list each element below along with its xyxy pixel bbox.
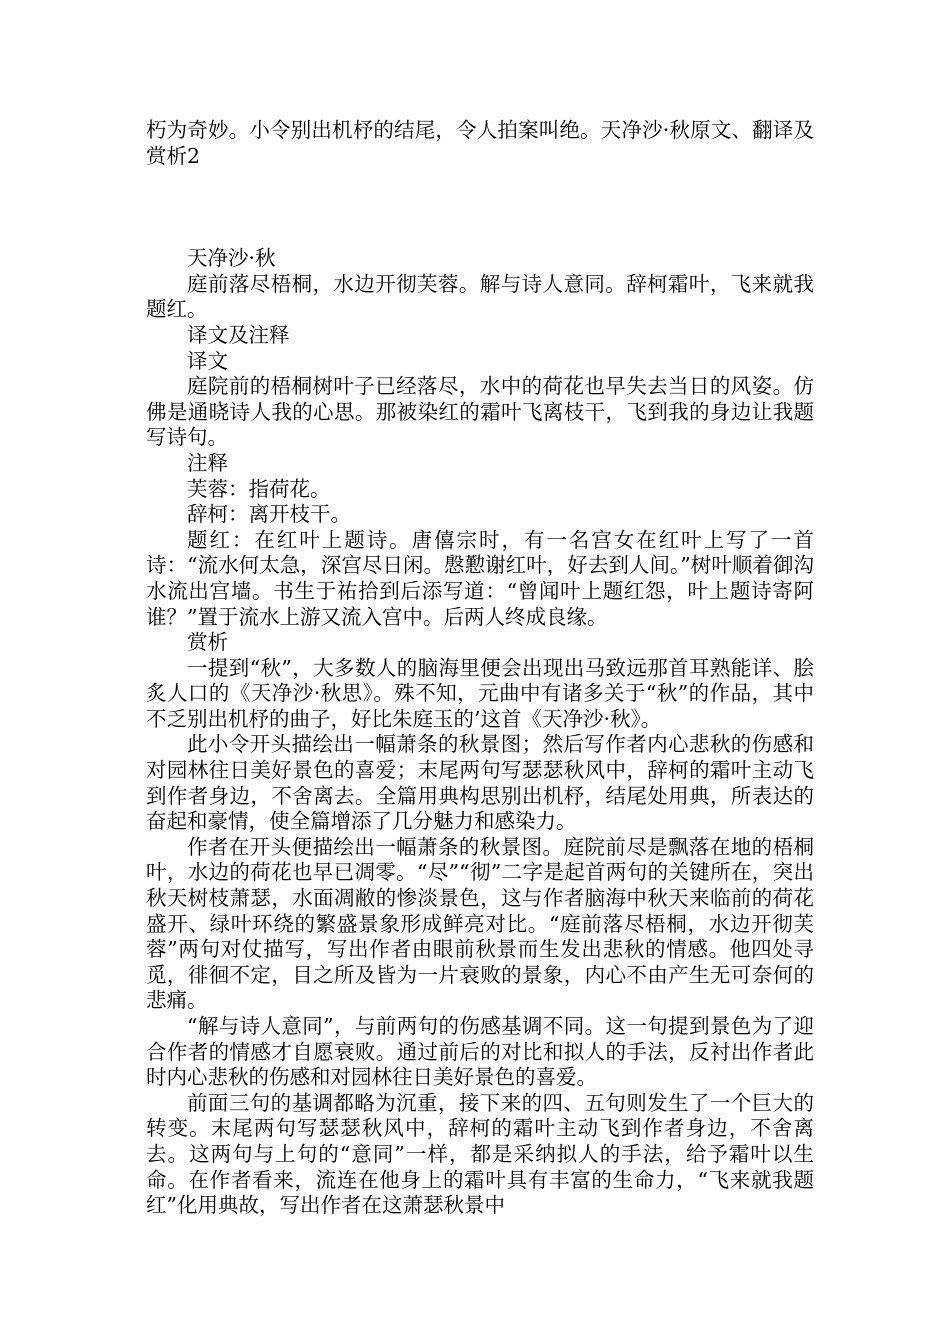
poem-text: 庭前落尽梧桐，水边开彻芙蓉。解与诗人意同。辞柯霜叶，飞来就我题红。 [146, 271, 814, 322]
appreciation-paragraph: 此小令开头描绘出一幅萧条的秋景图；然后写作者内心悲秋的伤感和对园林往日美好景色的喜爱；末尾两句写瑟瑟秋风中，辞柯的霜叶主动飞到作者身边，不舍离去。全篇用典构思别出机杼，结尾处用典，所表达的奋起和豪情，使全篇增添了几分魅力和感染力。 [146, 732, 814, 834]
appreciation-paragraph: 一提到“秋”，大多数人的脑海里便会出现出马致远那首耳熟能详、脍炙人口的《天净沙·秋思》。殊不知，元曲中有诸多关于“秋”的作品，其中不乏别出机杼的曲子，好比朱庭玉的’这首《天净沙·秋》。 [146, 655, 814, 731]
section-gap [146, 169, 814, 246]
document-page [146, 118, 814, 1219]
note-item: 芙蓉：指荷花。 [187, 476, 331, 501]
appreciation-paragraph: 作者在开头便描绘出一幅萧条的秋景图。庭院前尽是飘落在地的梧桐叶，水边的荷花也早已凋零。“尽”“彻”二字是起首两句的关键所在，突出秋天树枝萧瑟，水面凋敝的惨淡景色，这与作者脑海中秋天来临前的荷花盛开、绿叶环绕的繁盛景象形成鲜亮对比。“庭前落尽梧桐，水边开彻芙蓉”两句对仗描写，写出作者由眼前秋景而生发出悲秋的情感。他四处寻觅，徘徊不定，目之所及皆为一片衰败的景象，内心不由产生无可奈何的悲痛。 [146, 834, 814, 1013]
appreciation-paragraph: “解与诗人意同”，与前两句的伤感基调不同。这一句提到景色为了迎合作者的情感才自愿衰败。通过前后的对比和拟人的手法，反衬出作者此时内心悲秋的伤感和对园林往日美好景色的喜爱。 [146, 1014, 814, 1090]
poem-title: 天净沙·秋 [187, 246, 276, 271]
translation-text: 庭院前的梧桐树叶子已经落尽，水中的荷花也早失去当日的风姿。仿佛是通晓诗人我的心思。那被染红的霜叶飞离枝干，飞到我的身边让我题写诗句。 [146, 374, 814, 450]
appreciation-heading: 赏析 [187, 630, 228, 655]
translation-notes-heading: 译文及注释 [187, 322, 290, 347]
note-item: 辞柯：离开枝干。 [187, 502, 351, 527]
intro-paragraph: 朽为奇妙。小令别出机杼的结尾，令人拍案叫绝。天净沙·秋原文、翻译及赏析2 [146, 118, 814, 168]
notes-heading: 注释 [187, 450, 228, 475]
translation-heading: 译文 [187, 348, 228, 373]
appreciation-paragraph: 前面三句的基调都略为沉重，接下来的四、五句则发生了一个巨大的转变。末尾两句写瑟瑟秋风中，辞柯的霜叶主动飞到作者身边，不舍离去。这两句与上句的“意同”一样，都是采纳拟人的手法，给予霜叶以生命。在作者看来，流连在他身上的霜叶具有丰富的生命力，“飞来就我题红”化用典故，写出作者在这萧瑟秋景中 [146, 1090, 814, 1218]
note-item: 题红：在红叶上题诗。唐僖宗时，有一名宫女在红叶上写了一首诗：“流水何太急，深宫尽日闲。慇懃谢红叶，好去到人间。”树叶顺着御沟水流出宫墙。书生于祐拾到后添写道：“曾闻叶上题红怨，叶上题诗寄阿谁？”置于流水上游又流入宫中。后两人终成良缘。 [146, 527, 814, 629]
